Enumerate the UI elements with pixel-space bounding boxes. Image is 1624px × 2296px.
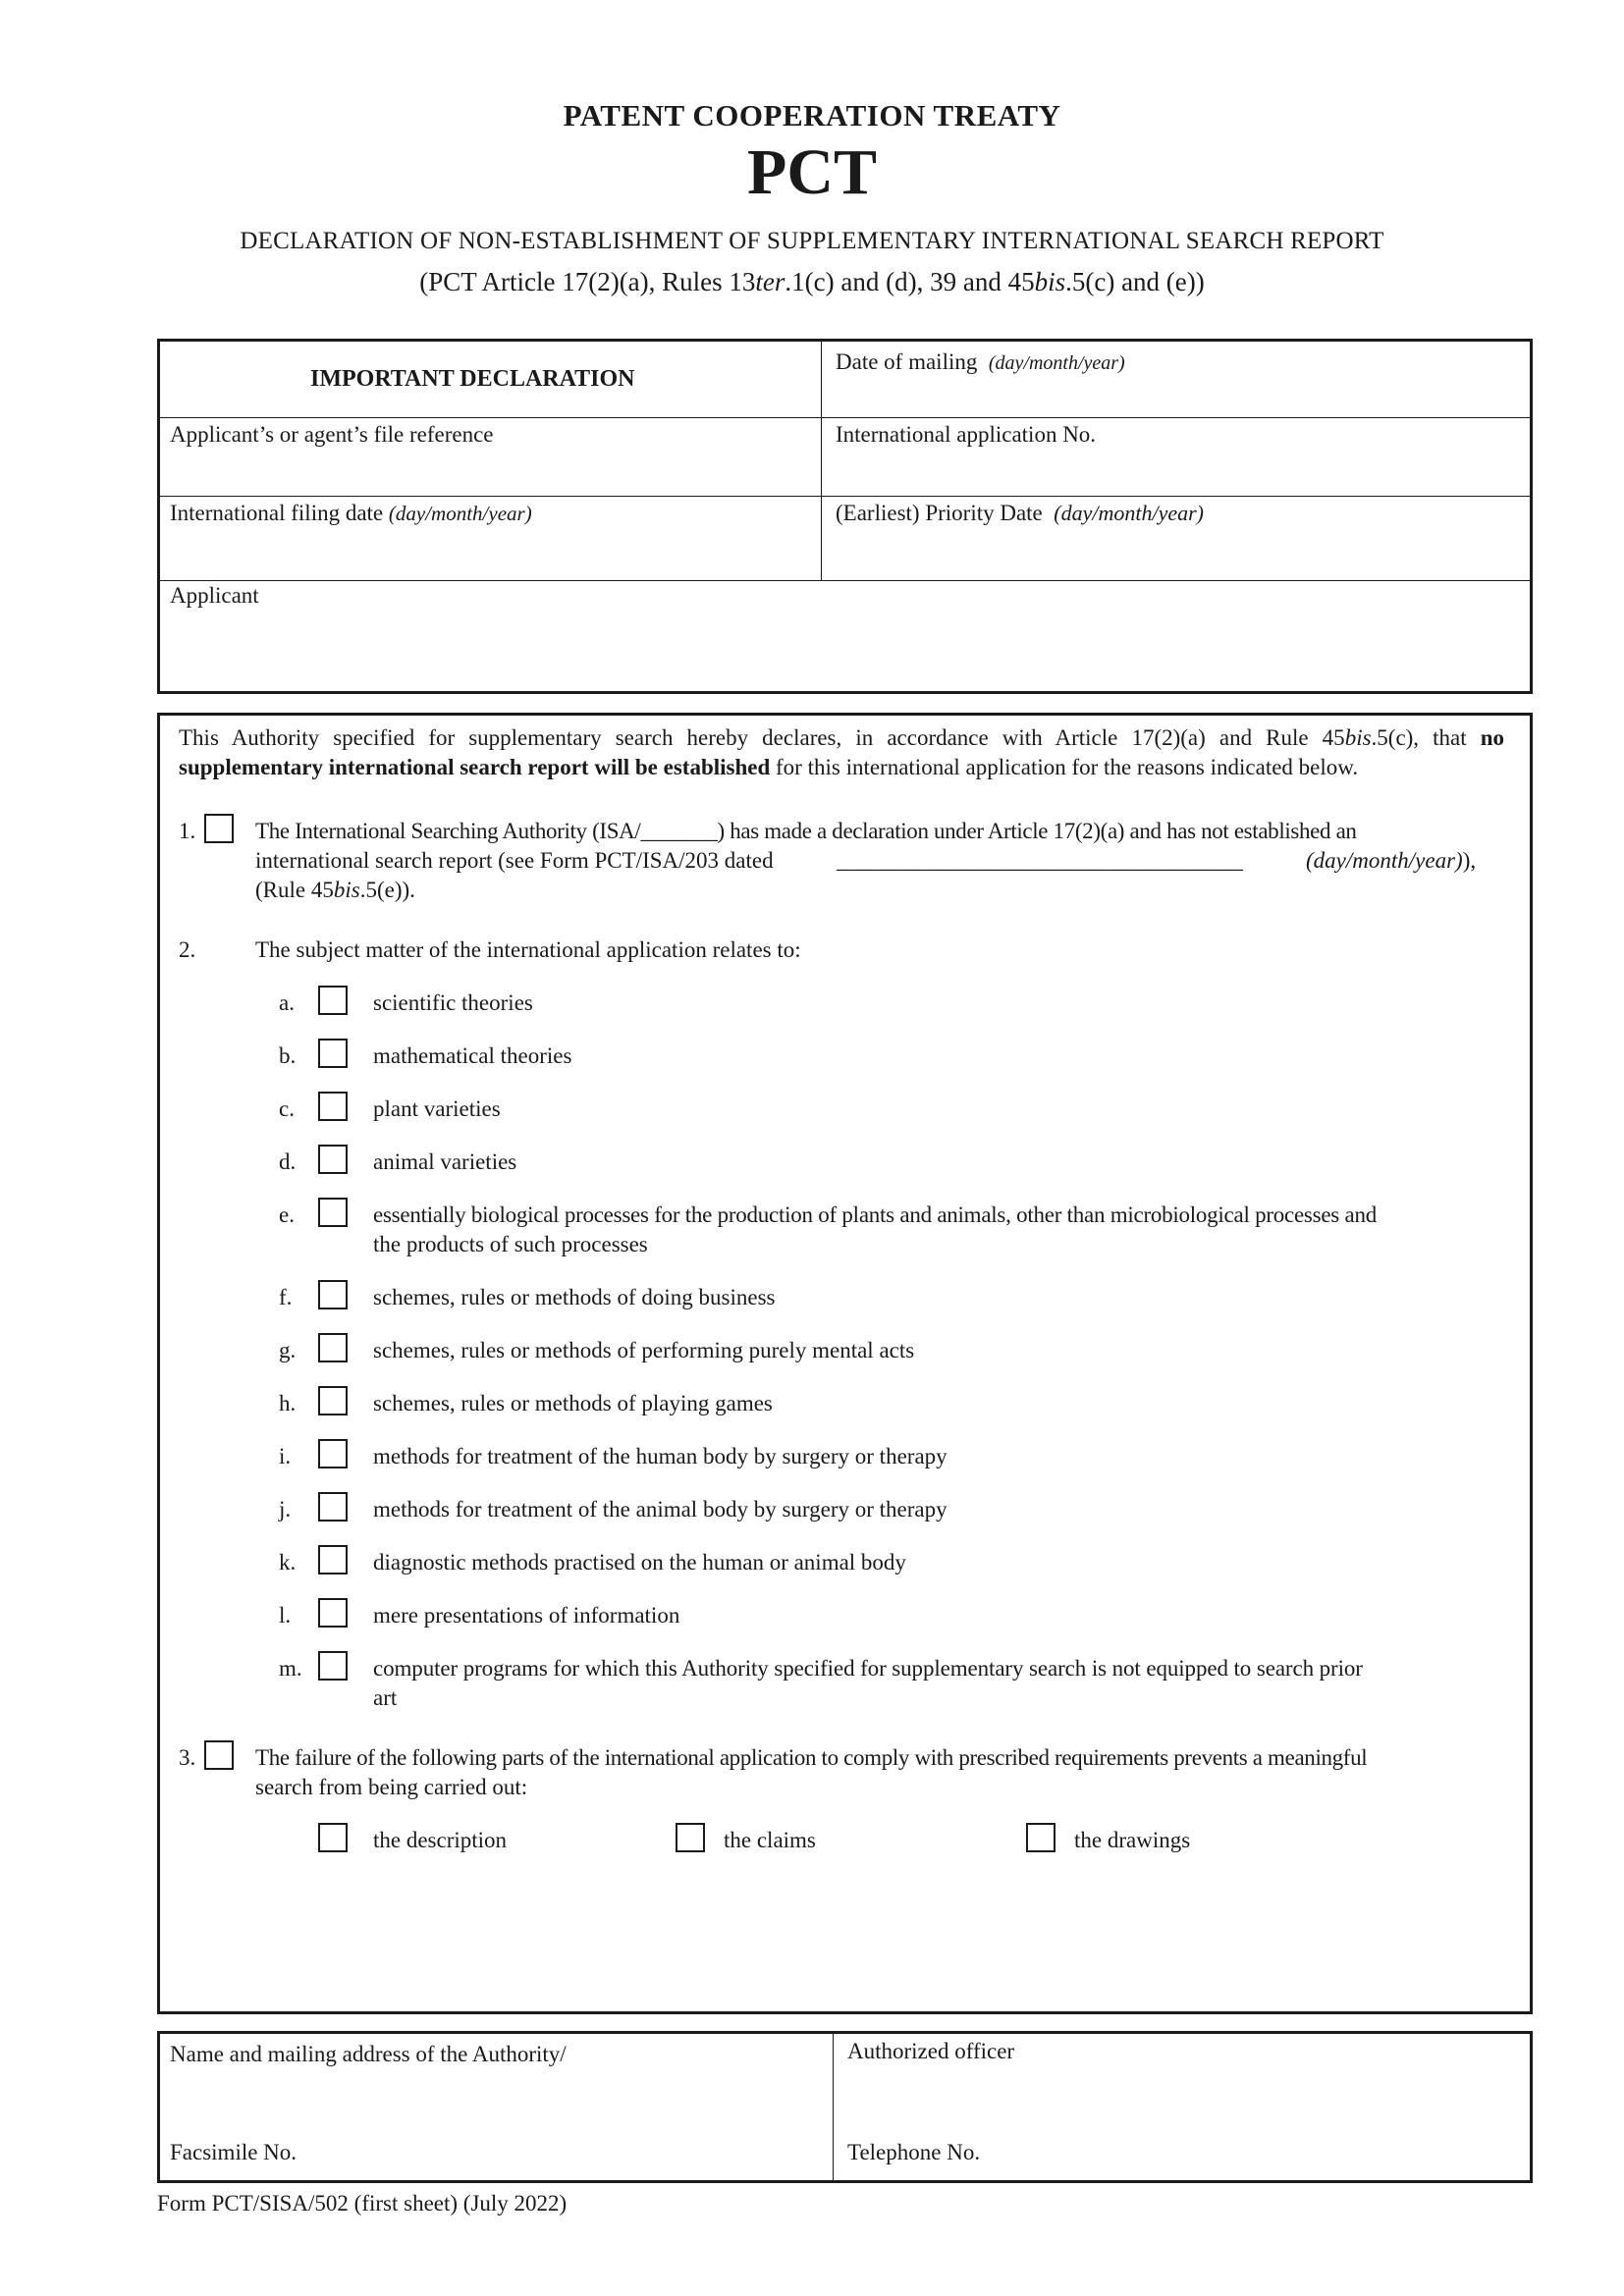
authority-address-field[interactable]: Name and mailing address of the Authority/ [170,2042,567,2066]
telephone-field[interactable]: Telephone No. [847,2140,981,2164]
sub-item-letter: h. [279,1391,297,1415]
item-1-text: .5(e)). [359,878,415,902]
sub-item-text: schemes, rules or methods of playing games [373,1391,773,1415]
item-1-bis: bis [333,878,360,902]
sub-item-text: plant varieties [373,1096,501,1121]
sub-item-text: mathematical theories [373,1043,572,1068]
sub-item-letter: a. [279,990,295,1015]
sub-item-checkbox-j[interactable] [318,1492,348,1522]
date-hint: (day/month/year) [388,502,532,525]
important-declaration-label: IMPORTANT DECLARATION [310,366,635,392]
file-reference-field[interactable]: Applicant’s or agent’s file reference [170,422,494,447]
priority-date-label: (Earliest) Priority Date [836,501,1043,525]
item-1-line-2 [255,846,774,876]
sub-item-checkbox-g[interactable] [318,1333,348,1362]
authorized-officer-field[interactable]: Authorized officer [847,2039,1015,2063]
sub-item-text: schemes, rules or methods of doing business [373,1285,776,1309]
applicant-field[interactable]: Applicant [170,583,259,608]
item-1-checkbox[interactable] [204,814,234,843]
sub-item-text: computer programs for which this Authority specified for supplementary search is not equipped to search prior [373,1656,1363,1681]
sub-item-text-continued: the products of such processes [373,1232,648,1256]
sub-item-text: animal varieties [373,1149,517,1174]
application-number-field[interactable]: International application No. [836,422,1097,447]
description-checkbox[interactable] [318,1823,348,1852]
sub-item-checkbox-c[interactable] [318,1092,348,1121]
citation-bis: bis [1034,267,1066,296]
sub-item-checkbox-k[interactable] [318,1545,348,1575]
sub-item-checkbox-m[interactable] [318,1651,348,1681]
intro-bis: bis [1344,725,1372,750]
item-1-number: 1. [179,819,196,843]
sub-item-letter: d. [279,1149,297,1174]
sub-item-checkbox-b[interactable] [318,1039,348,1068]
sub-item-checkbox-a[interactable] [318,986,348,1015]
pct-heading: PCT [747,136,877,208]
citation-part: .5(c) and (e)) [1065,267,1205,296]
intro-bold: no [1480,725,1505,750]
filing-date-field[interactable] [170,501,532,526]
sub-item-letter: b. [279,1043,297,1068]
claims-checkbox[interactable] [676,1823,705,1852]
item-1-text: international search report (see Form PCT/ISA/203 dated [255,848,774,873]
sub-item-checkbox-h[interactable] [318,1386,348,1415]
sub-item-letter: f. [279,1285,293,1309]
sub-item-letter: l. [279,1603,292,1628]
authority-box-divider [833,2033,834,2181]
intro-part: .5(c), that [1371,725,1467,750]
header-box-rule [159,417,1531,418]
intro-part: for this international application for the reasons indicated below. [776,755,1359,779]
item-1-line-1: The International Searching Authority (ISA/_______) has made a declaration under Article 17(2)(a) and has not established an [255,819,1357,843]
intro-part: This Authority specified for supplementary search hereby declares, in accordance with Article 17(2)(a) and Rule 45 [179,725,1345,750]
sub-item-letter: i. [279,1444,292,1468]
item-3-line-2: search from being carried out: [255,1775,528,1799]
sub-item-checkbox-d[interactable] [318,1145,348,1174]
sub-item-checkbox-l[interactable] [318,1598,348,1628]
sub-item-letter: j. [279,1497,292,1522]
item-2-number: 2. [179,937,196,962]
sub-item-letter: g. [279,1338,297,1362]
isa-203-date-blank[interactable]: ____________________________________ [837,848,1243,873]
description-option-label: the description [373,1828,508,1852]
intro-bold: supplementary international search report will be established [179,755,771,779]
sub-item-text: diagnostic methods practised on the human or animal body [373,1550,906,1575]
item-3-checkbox[interactable] [204,1740,234,1770]
facsimile-field[interactable]: Facsimile No. [170,2140,298,2164]
sub-item-text: schemes, rules or methods of performing purely mental acts [373,1338,915,1362]
sub-item-text: methods for treatment of the animal body by surgery or therapy [373,1497,947,1522]
sub-item-letter: k. [279,1550,297,1575]
sub-item-letter: c. [279,1096,295,1121]
item-2-text: The subject matter of the international application relates to: [255,937,801,962]
header-box-divider [821,341,822,581]
priority-date-field[interactable] [836,501,1204,526]
form-title: DECLARATION OF NON-ESTABLISHMENT OF SUPPLEMENTARY INTERNATIONAL SEARCH REPORT [240,228,1384,254]
drawings-checkbox[interactable] [1026,1823,1056,1852]
drawings-option-label: the drawings [1074,1828,1191,1852]
date-of-mailing-label: Date of mailing [836,349,978,374]
form-footer: Form PCT/SISA/502 (first sheet) (July 2022) [157,2191,568,2216]
citation-part: .1(c) and (d), 39 and 45 [785,267,1035,296]
sub-item-text-continued: art [373,1685,398,1710]
form-citation [0,267,1624,297]
item-3-line-1: The failure of the following parts of the international application to comply with prescribed requirements prevents a meaningful [255,1745,1368,1770]
declaration-intro [179,723,1504,782]
header-box-rule [159,496,1531,497]
sub-item-text: mere presentations of information [373,1603,680,1628]
item-1-text: (Rule 45 [255,878,334,902]
sub-item-text: essentially biological processes for the production of plants and animals, other than microbiological processes and [373,1202,1377,1227]
sub-item-letter: e. [279,1202,295,1227]
item-1-date-hint [1306,846,1476,876]
sub-item-text: scientific theories [373,990,533,1015]
sub-item-text: methods for treatment of the human body by surgery or therapy [373,1444,947,1468]
item-1-text: ), [1462,848,1477,873]
sub-item-letter: m. [279,1656,302,1681]
date-of-mailing-field[interactable] [836,349,1125,375]
date-hint: (day/month/year) [988,352,1125,374]
treaty-heading: PATENT COOPERATION TREATY [563,98,1061,133]
citation-ter: ter [755,267,785,296]
date-hint: (day/month/year) [1054,501,1204,525]
item-3-number: 3. [179,1745,196,1770]
date-hint: (day/month/year) [1306,848,1463,873]
claims-option-label: the claims [724,1828,816,1852]
sub-item-checkbox-f[interactable] [318,1280,348,1309]
citation-part: (PCT Article 17(2)(a), Rules 13 [419,267,756,296]
filing-date-label: International filing date [170,501,384,525]
item-1-line-3 [255,876,415,905]
sub-item-checkbox-e[interactable] [318,1198,348,1227]
sub-item-checkbox-i[interactable] [318,1439,348,1468]
header-box-rule [159,580,1531,581]
